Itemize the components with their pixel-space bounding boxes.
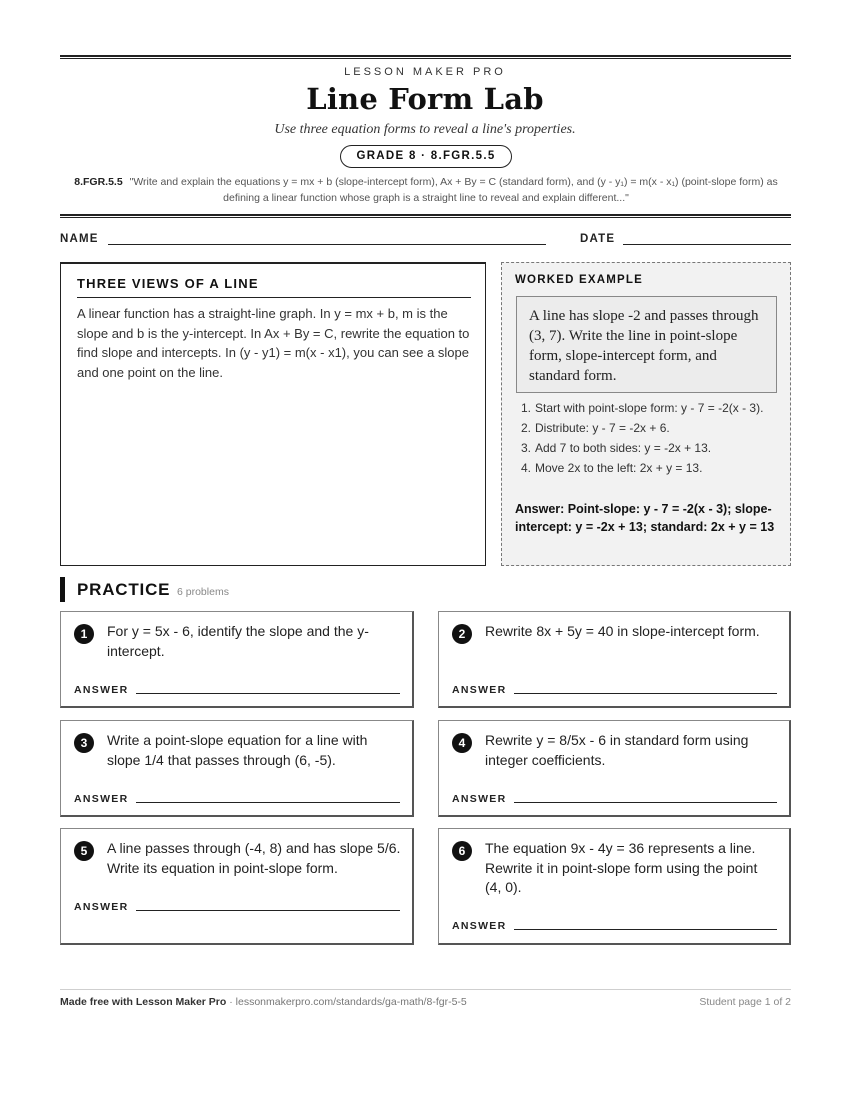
page-title: Line Form Lab — [306, 82, 544, 116]
top-double-rule — [60, 55, 791, 59]
footer-credit — [60, 996, 467, 1008]
step-item: 2. Distribute: y - 7 = -2x + 6. — [521, 421, 670, 435]
intro-heading-rule — [77, 297, 471, 298]
problem-card-5 — [60, 828, 414, 945]
intro-text: A linear function has a straight-line graph. In y = mx + b, m is the slope and b is the y-intercept. In Ax + By = C, rewrite the equation to find slope and intercepts. In (y - y1) = m(x - x1), you can see a slope and one point on the line. — [77, 306, 470, 380]
problem-text: For y = 5x - 6, identify the slope and the y-intercept. — [107, 623, 369, 659]
problem-card-3 — [60, 720, 414, 817]
standard-code: 8.FGR.5.5 — [74, 176, 123, 188]
worked-example-panel — [501, 262, 791, 566]
intro-heading: THREE VIEWS OF A LINE — [77, 276, 259, 291]
answer-label: ANSWER — [452, 920, 507, 932]
problem-number-badge: 6 — [452, 841, 472, 861]
brand-label: LESSON MAKER PRO — [344, 66, 506, 78]
header-bottom-rule — [60, 214, 791, 218]
problem-number-badge: 2 — [452, 624, 472, 644]
answer-field[interactable] — [514, 693, 777, 694]
problem-text: Rewrite 8x + 5y = 40 in slope-intercept form. — [485, 623, 760, 639]
date-field[interactable] — [623, 244, 791, 245]
standard-text: "Write and explain the equations y = mx + b (slope-intercept form), Ax + By = C (standard form), and (y - y₁) = m(x - x₁) (point-slope form) as defining a linear function whose graph is a straight line to reveal and explain different..." — [129, 176, 778, 204]
step-item: 3. Add 7 to both sides: y = -2x + 13. — [521, 441, 712, 455]
grade-badge: GRADE 8 · 8.FGR.5.5 — [340, 145, 512, 168]
problem-text: The equation 9x - 4y = 36 represents a line. Rewrite it in point-slope form using the point (4, 0). — [485, 840, 758, 895]
answer-label: ANSWER — [74, 684, 129, 696]
problem-number-badge: 5 — [74, 841, 94, 861]
step-item: 1. Start with point-slope form: y - 7 = -2(x - 3). — [521, 401, 764, 415]
problem-number-badge: 4 — [452, 733, 472, 753]
answer-field[interactable] — [514, 802, 777, 803]
worked-example-problem: A line has slope -2 and passes through (3, 7). Write the line in point-slope form, slope-intercept form, and standard form. — [516, 296, 777, 393]
worked-example-answer: Answer: Point-slope: y - 7 = -2(x - 3); slope-intercept: y = -2x + 13; standard: 2x + y = 13 — [515, 502, 775, 534]
problem-card-4 — [438, 720, 791, 817]
problem-card-6 — [438, 828, 791, 945]
practice-count: 6 problems — [177, 586, 229, 598]
name-field[interactable] — [108, 244, 546, 245]
problem-card-1 — [60, 611, 414, 708]
answer-label: ANSWER — [74, 793, 129, 805]
problem-number-badge: 1 — [74, 624, 94, 644]
footer-page-number: Student page 1 of 2 — [699, 996, 791, 1008]
step-item: 4. Move 2x to the left: 2x + y = 13. — [521, 461, 703, 475]
problem-card-2 — [438, 611, 791, 708]
problem-text: A line passes through (-4, 8) and has slope 5/6. Write its equation in point-slope form. — [107, 840, 401, 876]
page-subtitle: Use three equation forms to reveal a line's properties. — [274, 122, 576, 137]
footer-made-with: Made free with Lesson Maker Pro — [60, 996, 227, 1008]
problem-text: Write a point-slope equation for a line with slope 1/4 that passes through (6, -5). — [107, 732, 368, 768]
answer-field[interactable] — [514, 929, 777, 930]
answer-field[interactable] — [136, 802, 400, 803]
answer-label: ANSWER — [74, 901, 129, 913]
answer-field[interactable] — [136, 693, 400, 694]
answer-label: ANSWER — [452, 793, 507, 805]
problem-number-badge: 3 — [74, 733, 94, 753]
practice-accent-bar — [60, 577, 65, 602]
worked-example-steps — [515, 400, 781, 480]
name-label: NAME — [60, 233, 99, 245]
intro-panel — [60, 262, 486, 566]
footer-divider — [60, 989, 791, 990]
date-label: DATE — [580, 233, 616, 245]
answer-label: ANSWER — [452, 684, 507, 696]
answer-field[interactable] — [136, 910, 400, 911]
standard-description — [66, 174, 786, 206]
footer-url[interactable]: · lessonmakerpro.com/standards/ga-math/8-fgr-5-5 — [226, 996, 467, 1008]
problem-text: Rewrite y = 8/5x - 6 in standard form using integer coefficients. — [485, 732, 749, 768]
practice-title: PRACTICE — [77, 580, 171, 599]
worked-example-heading: WORKED EXAMPLE — [515, 274, 643, 286]
